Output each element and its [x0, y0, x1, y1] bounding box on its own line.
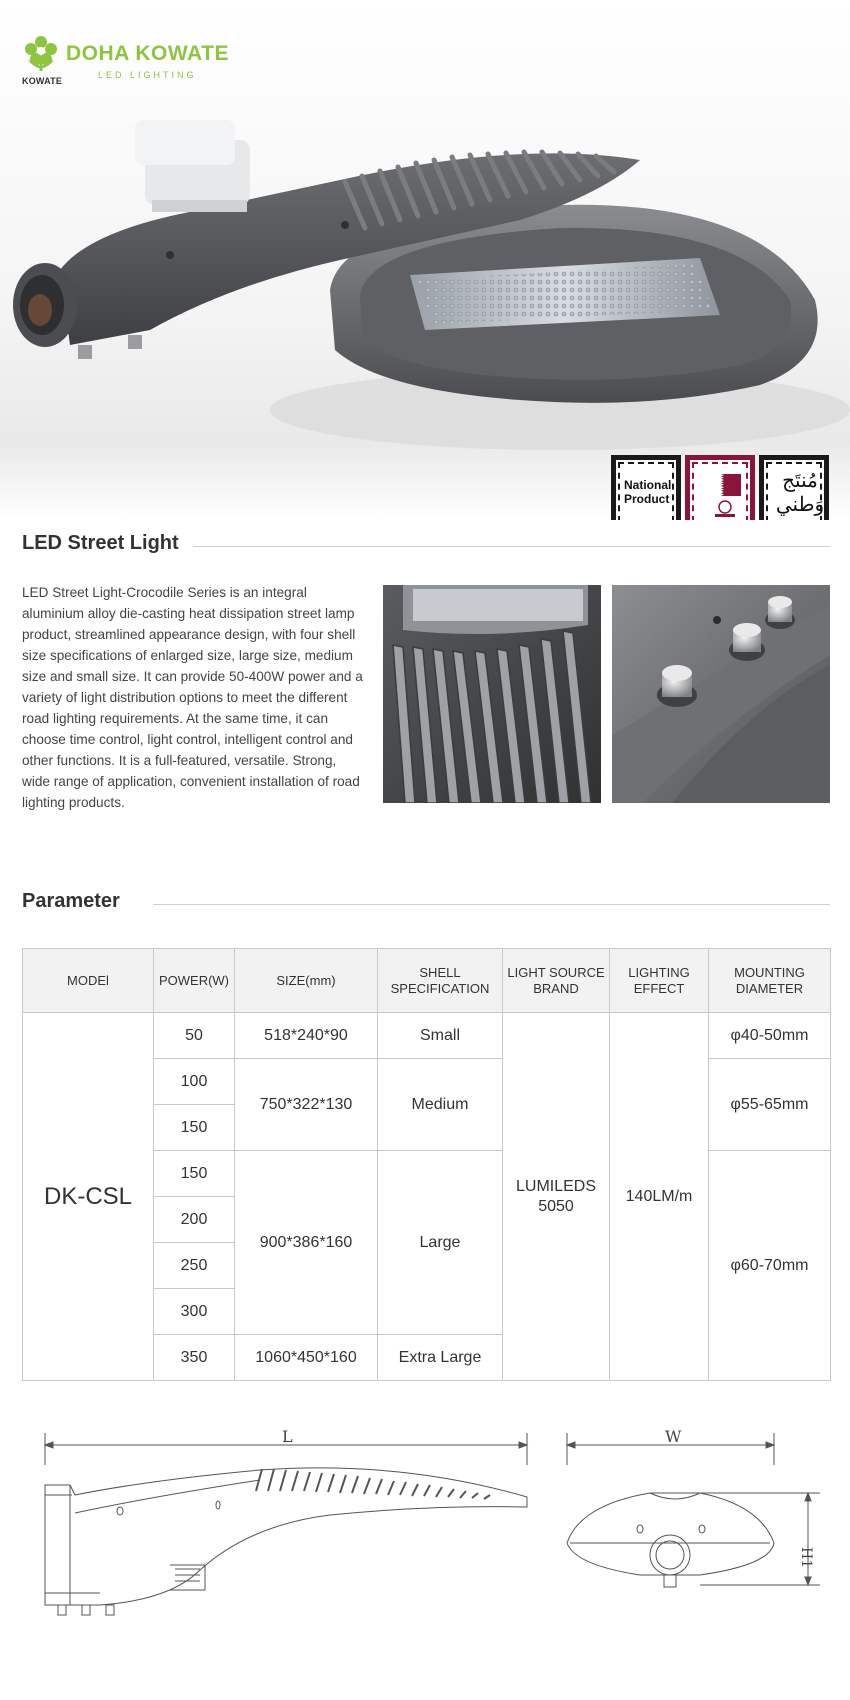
power-cell: 150: [154, 1151, 235, 1197]
badge-arabic-box: [759, 455, 829, 520]
power-cell: 350: [154, 1335, 235, 1381]
badge-flag-box: [685, 455, 755, 520]
shell-cell: Medium: [378, 1059, 503, 1151]
column-header-light-source: LIGHT SOURCE BRAND: [503, 949, 610, 1013]
qatar-flag-icon: [711, 474, 741, 496]
column-header-model: MODEl: [23, 949, 154, 1013]
badge-national-product-box: [611, 455, 681, 520]
logo-small-text: KOWATE: [22, 76, 63, 86]
mounting-cell: φ40-50mm: [709, 1013, 831, 1059]
mounting-cell: φ55-65mm: [709, 1059, 831, 1151]
section-title-parameter: Parameter: [22, 890, 120, 912]
power-cell: 50: [154, 1013, 235, 1059]
model-cell: DK-CSL: [23, 1013, 154, 1381]
size-cell: 518*240*90: [235, 1013, 378, 1059]
light-source-cell: [503, 1013, 610, 1381]
dimension-label-w: W: [665, 1427, 682, 1446]
logo-brand-name: DOHA KOWATE: [66, 42, 229, 65]
power-cell: 250: [154, 1243, 235, 1289]
power-cell: 200: [154, 1197, 235, 1243]
column-header-mounting: MOUNTING DIAMETER: [709, 949, 831, 1013]
shell-cell: Large: [378, 1151, 503, 1335]
street-light-product-image: [0, 110, 850, 510]
national-product-badge: [611, 455, 829, 520]
mounting-cell: φ60-70mm: [709, 1151, 831, 1381]
dimension-drawings: [0, 1425, 850, 1655]
shell-cell: Extra Large: [378, 1335, 503, 1381]
size-cell: 750*322*130: [235, 1059, 378, 1151]
column-header-lighting-effect: LIGHTING EFFECT: [610, 949, 709, 1013]
table-header-row: [23, 949, 831, 1013]
lighting-effect-cell: 140LM/m: [610, 1013, 709, 1381]
section-divider: [193, 546, 830, 547]
shell-cell: Small: [378, 1013, 503, 1059]
section-title-led-street-light: LED Street Light: [22, 532, 179, 554]
brand-logo[interactable]: [22, 34, 232, 86]
logo-subtitle: LED LIGHTING: [98, 70, 197, 80]
hero-banner: [0, 0, 850, 520]
mounting-bolts-detail-photo: [612, 585, 830, 803]
dimension-label-l: L: [282, 1427, 293, 1446]
power-cell: 150: [154, 1105, 235, 1151]
column-header-power: POWER(W): [154, 949, 235, 1013]
mounting-bolts-illustration: [612, 585, 830, 803]
ministry-emblem-icon: [712, 500, 738, 518]
dimension-label-h1: H1: [798, 1547, 814, 1569]
power-cell: 100: [154, 1059, 235, 1105]
size-cell: 1060*450*160: [235, 1335, 378, 1381]
table-row: [23, 1013, 831, 1059]
section-divider: [153, 904, 830, 905]
light-source-text: LUMILEDS 5050: [516, 1177, 597, 1215]
badge-national-product-text: National Product: [624, 478, 672, 506]
parameter-table: [22, 948, 831, 1381]
heatsink-detail-photo: [383, 585, 601, 803]
column-header-shell: SHELL SPECIFICATION: [378, 949, 503, 1013]
flower-logo-icon: [24, 36, 58, 72]
size-cell: 900*386*160: [235, 1151, 378, 1335]
power-cell: 300: [154, 1289, 235, 1335]
heatsink-fins-illustration: [383, 585, 601, 803]
column-header-size: SIZE(mm): [235, 949, 378, 1013]
badge-arabic-text: مُنتَج وَطني: [775, 468, 825, 516]
product-description: LED Street Light-Crocodile Series is an integral aluminium alloy die-casting heat dissipation street lamp product, streamlined appearance design, with four shell size specifications of enlarged size, large size, medium size and small size. It can provide 50-400W power and a variety of light distribution options to meet the different road lighting requirements. At the same time, it can choose time control, light control, intelligent control and other functions. It is a full-featured, versatile. Strong, wide range of application, convenient installation of road lighting products.: [22, 585, 363, 810]
